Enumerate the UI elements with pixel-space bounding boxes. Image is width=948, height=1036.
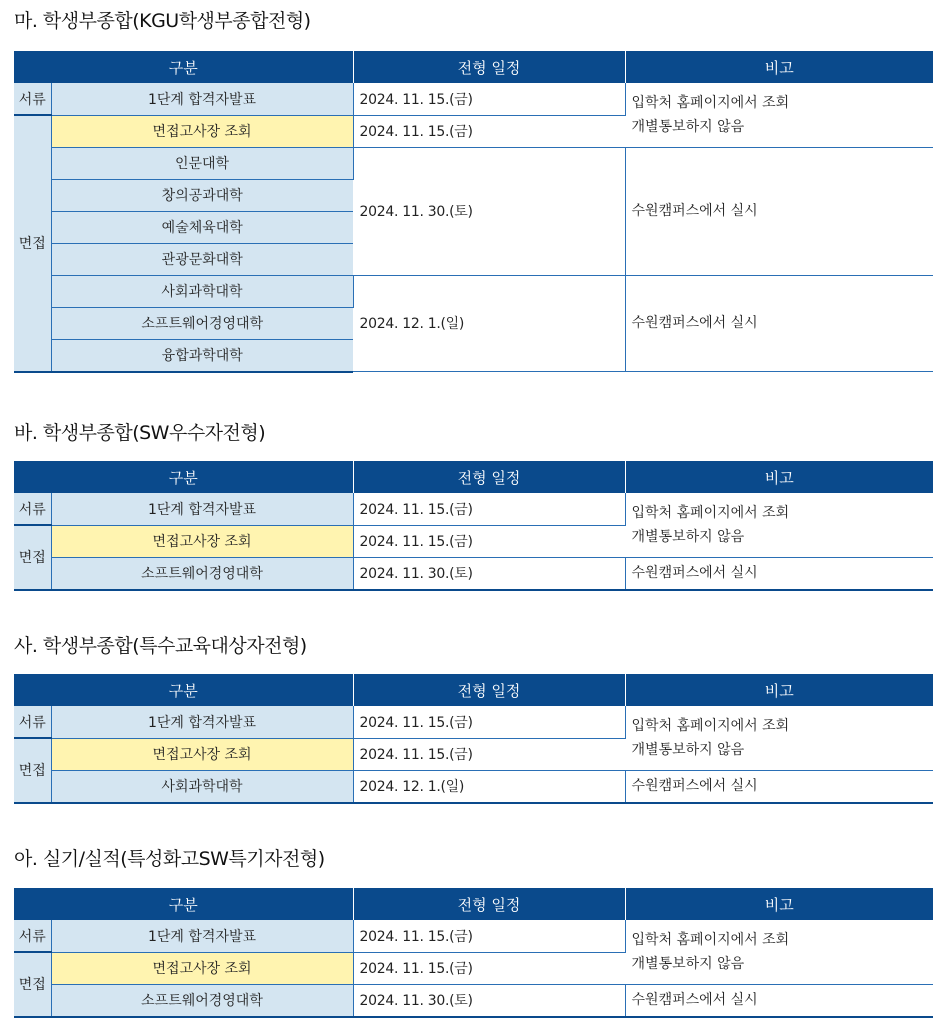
category-document: 서류 [14,493,51,525]
item-venue-lookup: 면접고사장 조회 [51,738,353,770]
note-line: 개별통보하지 않음 [631,955,745,972]
note-line: 입학처 홈페이지에서 조회 [631,717,790,734]
header-note: 비고 [625,461,933,493]
item-first-stage-result: 1단계 합격자발표 [51,83,353,115]
header-schedule: 전형 일정 [353,461,625,493]
date-cell: 2024. 11. 30.(토) [353,147,625,275]
table-row [14,147,933,179]
category-interview: 면접 [14,115,51,372]
table-row [14,557,933,590]
date-cell: 2024. 11. 30.(토) [353,557,625,590]
header-group: 구분 [14,51,353,83]
note-cell: 수원캠퍼스에서 실시 [625,770,933,803]
note-cell: 수원캠퍼스에서 실시 [625,984,933,1017]
item-first-stage-result: 1단계 합격자발표 [51,493,353,525]
item-first-stage-result: 1단계 합격자발표 [51,920,353,952]
date-cell: 2024. 11. 15.(금) [353,493,625,525]
date-cell: 2024. 11. 15.(금) [353,706,625,738]
note-cell [625,493,933,557]
header-note: 비고 [625,51,933,83]
note-cell: 수원캠퍼스에서 실시 [625,147,933,275]
college-cell: 사회과학대학 [51,275,353,307]
date-cell: 2024. 11. 15.(금) [353,920,625,952]
schedule-table-ma [14,51,933,373]
note-cell: 수원캠퍼스에서 실시 [625,275,933,372]
table-row [14,493,933,525]
item-venue-lookup: 면접고사장 조회 [51,525,353,557]
date-cell: 2024. 11. 15.(금) [353,115,625,147]
category-interview: 면접 [14,525,51,590]
date-cell: 2024. 11. 15.(금) [353,83,625,115]
college-cell: 창의공과대학 [51,179,353,211]
date-cell: 2024. 11. 30.(토) [353,984,625,1017]
table-row [14,706,933,738]
category-interview: 면접 [14,952,51,1017]
date-cell: 2024. 11. 15.(금) [353,952,625,984]
table-row [14,984,933,1017]
note-line: 개별통보하지 않음 [631,118,745,135]
item-venue-lookup: 면접고사장 조회 [51,115,353,147]
college-cell: 사회과학대학 [51,770,353,803]
category-document: 서류 [14,920,51,952]
header-group: 구분 [14,461,353,493]
note-cell [625,920,933,984]
note-line: 입학처 홈페이지에서 조회 [631,931,790,948]
table-header-row [14,888,933,920]
header-note: 비고 [625,674,933,706]
schedule-table-a [14,888,933,1018]
note-cell [625,83,933,147]
note-cell: 수원캠퍼스에서 실시 [625,557,933,590]
college-cell: 소프트웨어경영대학 [51,557,353,590]
note-cell [625,706,933,770]
header-schedule: 전형 일정 [353,674,625,706]
note-line: 개별통보하지 않음 [631,528,745,545]
section-title-ba: 바. 학생부종합(SW우수자전형) [14,422,266,444]
college-cell: 융합과학대학 [51,339,353,372]
header-schedule: 전형 일정 [353,51,625,83]
college-cell: 관광문화대학 [51,243,353,275]
date-cell: 2024. 12. 1.(일) [353,770,625,803]
table-row [14,920,933,952]
note-line: 개별통보하지 않음 [631,741,745,758]
header-group: 구분 [14,888,353,920]
date-cell: 2024. 11. 15.(금) [353,738,625,770]
date-cell: 2024. 12. 1.(일) [353,275,625,372]
section-title-sa: 사. 학생부종합(특수교육대상자전형) [14,635,307,657]
schedule-table-ba [14,461,933,591]
schedule-table-sa [14,674,933,804]
header-schedule: 전형 일정 [353,888,625,920]
item-first-stage-result: 1단계 합격자발표 [51,706,353,738]
table-header-row [14,51,933,83]
category-interview: 면접 [14,738,51,803]
category-document: 서류 [14,706,51,738]
college-cell: 소프트웨어경영대학 [51,307,353,339]
table-row [14,275,933,307]
note-line: 입학처 홈페이지에서 조회 [631,94,790,111]
table-row [14,770,933,803]
college-cell: 소프트웨어경영대학 [51,984,353,1017]
section-title-ma: 마. 학생부종합(KGU학생부종합전형) [14,10,311,32]
header-note: 비고 [625,888,933,920]
section-title-a: 아. 실기/실적(특성화고SW특기자전형) [14,848,325,870]
college-cell: 인문대학 [51,147,353,179]
item-venue-lookup: 면접고사장 조회 [51,952,353,984]
date-cell: 2024. 11. 15.(금) [353,525,625,557]
header-group: 구분 [14,674,353,706]
category-document: 서류 [14,83,51,115]
table-header-row [14,461,933,493]
note-line: 입학처 홈페이지에서 조회 [631,504,790,521]
college-cell: 예술체육대학 [51,211,353,243]
table-header-row [14,674,933,706]
table-row [14,83,933,115]
